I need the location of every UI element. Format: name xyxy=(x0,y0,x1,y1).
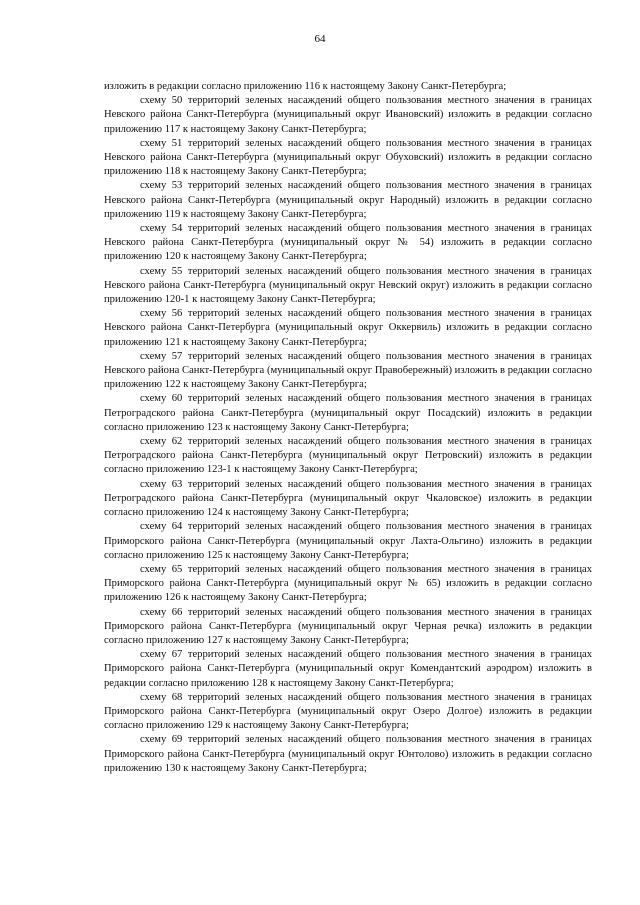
paragraph: схему 53 территорий зеленых насаждений общего пользования местного значения в границах Невского района Санкт-Петербурга (муниципальный округ Народный) изложить в редакции согласно приложению 119 к настоящему Закону Санкт-Петербурга; xyxy=(104,180,592,220)
page-number: 64 xyxy=(314,33,326,45)
paragraph: схему 63 территорий зеленых насаждений общего пользования местного значения в границах Петроградского района Санкт-Петербурга (муниципальный округ Чкаловское) изложить в редакции согласно приложению 124 к настоящему Закону Санкт-Петербурга; xyxy=(104,478,592,519)
paragraph: схему 67 территорий зеленых насаждений общего пользования местного значения в границах Приморского района Санкт-Петербурга (муниципальный округ Комендантский аэродром) изложить в редакции согласно приложению 128 к настоящему Закону Санкт-Петербурга; xyxy=(104,649,592,689)
paragraph: схему 51 территорий зеленых насаждений общего пользования местного значения в границах Невского района Санкт-Петербурга (муниципальный округ Обуховский) изложить в редакции согласно приложению 118 к настоящему Закону Санкт-Петербурга; xyxy=(104,137,592,178)
document-body xyxy=(104,80,592,776)
paragraph: схему 50 территорий зеленых насаждений общего пользования местного значения в границах Невского района Санкт-Петербурга (муниципальный округ Ивановский) изложить в редакции согласно приложению 117 к настоящему Закону Санкт-Петербурга; xyxy=(104,95,592,135)
paragraph: схему 64 территорий зеленых насаждений общего пользования местного значения в границах Приморского района Санкт-Петербурга (муниципальный округ Лахта-Ольгино) изложить в редакции согласно приложению 125 к настоящему Закону Санкт-Петербурга; xyxy=(104,521,592,561)
paragraph: схему 68 территорий зеленых насаждений общего пользования местного значения в границах Приморского района Санкт-Петербурга (муниципальный округ Озеро Долгое) изложить в редакции согласно приложению 129 к настоящему Закону Санкт-Петербурга; xyxy=(104,691,592,732)
paragraph: схему 69 территорий зеленых насаждений общего пользования местного значения в границах Приморского района Санкт-Петербурга (муниципальный округ Юнтолово) изложить в редакции согласно приложению 130 к настоящему Закону Санкт-Петербурга; xyxy=(104,734,592,774)
paragraph: схему 56 территорий зеленых насаждений общего пользования местного значения в границах Невского района Санкт-Петербурга (муниципальный округ Оккервиль) изложить в редакции согласно приложению 121 к настоящему Закону Санкт-Петербурга; xyxy=(104,308,592,348)
paragraph: схему 55 территорий зеленых насаждений общего пользования местного значения в границах Невского района Санкт-Петербурга (муниципальный округ Невский округ) изложить в редакции согласно приложению 120-1 к настоящему Закону Санкт-Петербурга; xyxy=(104,265,592,306)
paragraph: схему 65 территорий зеленых насаждений общего пользования местного значения в границах Приморского района Санкт-Петербурга (муниципальный округ № 65) изложить в редакции согласно приложению 126 к настоящему Закону Санкт-Петербурга; xyxy=(104,563,592,604)
paragraph: схему 62 территорий зеленых насаждений общего пользования местного значения в границах Петроградского района Санкт-Петербурга (муниципальный округ Петровский) изложить в редакции согласно приложению 123-1 к настоящему Закону Санкт-Петербурга; xyxy=(104,436,592,476)
paragraph: схему 66 территорий зеленых насаждений общего пользования местного значения в границах Приморского района Санкт-Петербурга (муниципальный округ Черная речка) изложить в редакции согласно приложению 127 к настоящему Закону Санкт-Петербурга; xyxy=(104,606,592,646)
paragraph: изложить в редакции согласно приложению 116 к настоящему Закону Санкт-Петербурга; xyxy=(104,81,507,92)
paragraph: схему 54 территорий зеленых насаждений общего пользования местного значения в границах Невского района Санкт-Петербурга (муниципальный округ № 54) изложить в редакции согласно приложению 120 к настоящему Закону Санкт-Петербурга; xyxy=(104,223,592,263)
paragraph: схему 57 территорий зеленых насаждений общего пользования местного значения в границах Невского района Санкт-Петербурга (муниципальный округ Правобережный) изложить в редакции согласно приложению 122 к настоящему Закону Санкт-Петербурга; xyxy=(104,350,592,391)
paragraph: схему 60 территорий зеленых насаждений общего пользования местного значения в границах Петроградского района Санкт-Петербурга (муниципальный округ Посадский) изложить в редакции согласно приложению 123 к настоящему Закону Санкт-Петербурга; xyxy=(104,393,592,433)
